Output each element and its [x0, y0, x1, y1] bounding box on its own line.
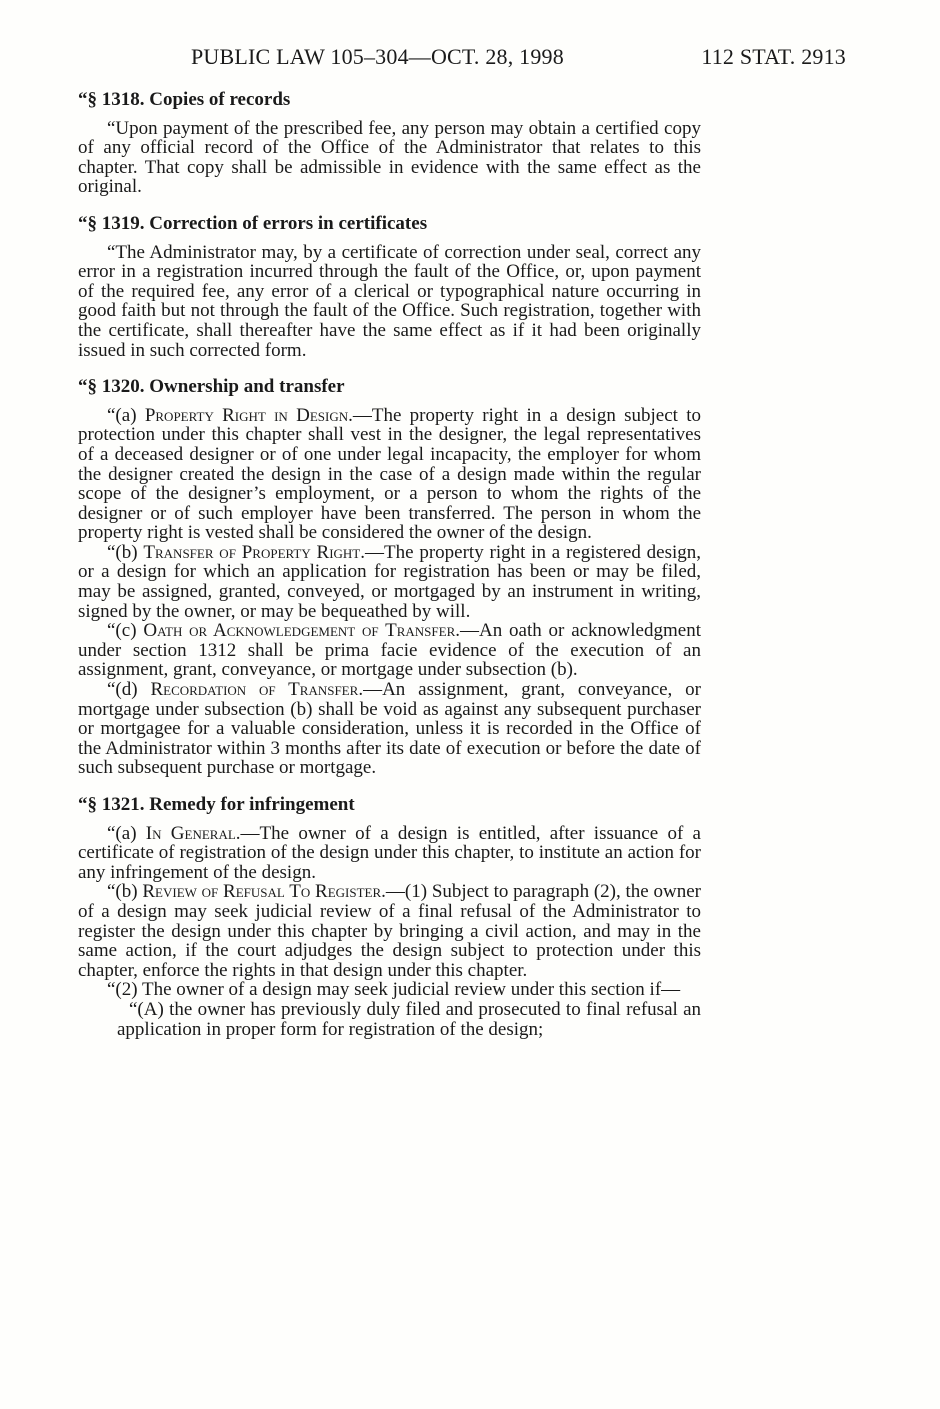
paragraph-2: “(2) The owner of a design may seek judicial review under this section if—	[107, 979, 681, 1001]
subsection-caption: Recordation of Transfer	[150, 679, 359, 701]
subsection-caption: Property Right in Design	[144, 404, 349, 426]
subsection-lead: “(c)	[107, 620, 144, 642]
subparagraph-A: “(A) the owner has previously duly filed and prosecuted to final refusal an application in proper form for registration of the design;	[117, 998, 701, 1040]
subsection-lead: “(b)	[107, 541, 144, 563]
section-heading: “§ 1320. Ownership and transfer	[78, 376, 345, 398]
subsection-b	[78, 882, 701, 980]
subsection-lead: “(a)	[107, 822, 146, 844]
subsection-text: .—(1) Subject to paragraph (2), the owner of a design may seek judicial review of a final refusal of the Administrator to register the design under this chapter by bringing a civil action, and may in the same action, if the court adjudges the design subject to protection under this chapter, enforce the rights in that design under this chapter.	[78, 881, 701, 981]
subsection-a	[78, 824, 701, 883]
subsection-lead: “(d)	[107, 679, 151, 701]
header-citation: PUBLIC LAW 105–304—OCT. 28, 1998	[191, 44, 564, 69]
subsection-caption: Transfer of Property Right	[143, 541, 361, 563]
subsection-caption: In General	[145, 822, 236, 844]
subsection-c	[78, 621, 701, 680]
section-1321	[78, 795, 701, 1039]
paragraph: “The Administrator may, by a certificate of correction under seal, correct any error in a registration incurred through the fault of the Office, or, upon payment of the required fee, any error of a clerical or typographical nature occurring in good faith but not through the fault of the Office. Such registration, together with the certificate, shall thereafter have the same effect as if it had been originally issued in such corrected form.	[78, 241, 701, 361]
subsection-text: .—The property right in a registered design, or a design for which an application for registration has been or may be filed, may be assigned, granted, conveyed, or mortgaged by an instrument in writing, signed by the owner, or may be bequeathed by will.	[78, 541, 702, 622]
subsection-b	[78, 543, 701, 621]
header-page-number: 112 STAT. 2913	[701, 44, 846, 69]
subsection-a	[78, 406, 701, 543]
subsection-text: .—An oath or acknowledgment under section 1312 shall be prima facie evidence of the execution of an assignment, grant, conveyance, or mortgage under subsection (b).	[78, 620, 701, 681]
subsection-caption: Oath or Acknowledgement of Transfer	[143, 620, 456, 642]
section-1319	[78, 214, 701, 360]
section-heading: “§ 1321. Remedy for infringement	[78, 794, 355, 815]
subsection-lead: “(a)	[107, 404, 145, 426]
paragraph: “Upon payment of the prescribed fee, any person may obtain a certified copy of any official record of the Office of the Administrator that relates to this chapter. That copy shall be admissible in evidence with the same effect as the original.	[78, 117, 701, 198]
section-heading: “§ 1319. Correction of errors in certificates	[78, 212, 428, 234]
subsection-caption: Review of Refusal To Register	[142, 881, 382, 903]
subsection-text: .—The property right in a design subject to protection under this chapter shall vest in the designer, the legal representatives of a deceased designer or of one under legal incapacity, the employer for whom the designer created the design in the case of a design made within the regular scope of the designer’s employment, or a person to whom the rights of the designer or of such employer have been transferred. The person in whom the property right is vested shall be considered the owner of the design.	[78, 404, 701, 544]
subsection-d	[78, 680, 701, 778]
section-1320	[78, 377, 701, 778]
subsection-text: .—An assignment, grant, conveyance, or mortgage under subsection (b) shall be void as against any subsequent purchaser or mortgagee for a valuable consideration, unless it is recorded in the Office of the Administrator within 3 months after its date of execution or before the date of such subsequent purchase or mortgage.	[78, 679, 701, 779]
running-header	[76, 44, 846, 74]
section-heading: “§ 1318. Copies of records	[78, 89, 291, 110]
subsection-text: .—The owner of a design is entitled, after issuance of a certificate of registration of the design under this chapter, to institute an action for any infringement of the design.	[78, 822, 701, 883]
document-body	[78, 90, 701, 1039]
section-1318	[78, 90, 701, 197]
subsection-lead: “(b)	[107, 881, 143, 903]
